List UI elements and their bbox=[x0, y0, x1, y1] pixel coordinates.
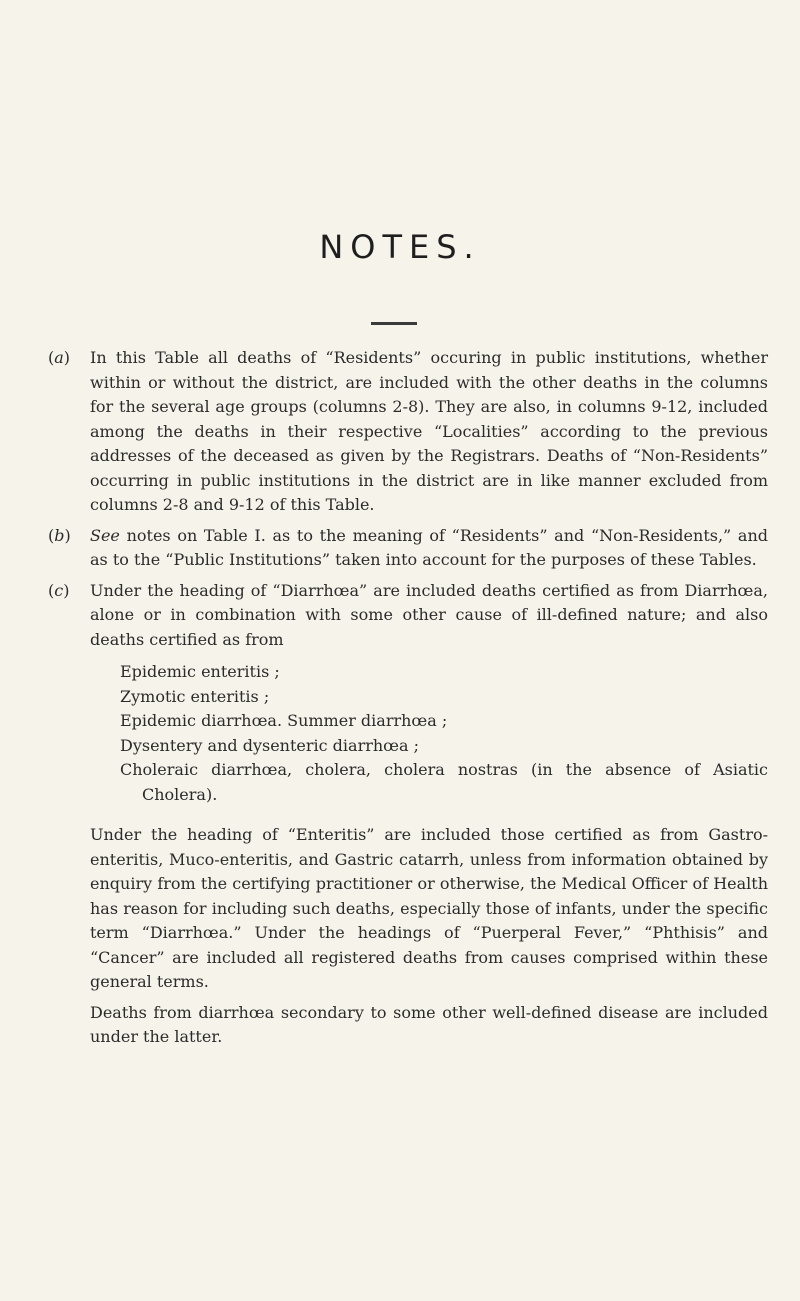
list-item: Choleraic diarrhœa, cholera, cholera nostras (in the absence of Asiatic Cholera). bbox=[120, 760, 768, 804]
note-b-label: (b) bbox=[48, 525, 71, 545]
title-rule bbox=[371, 322, 417, 325]
note-b-text: See notes on Table I. as to the meaning of “Residents” and “Non-Residents,” and as to the “Public Institutions” taken into account for the purposes of these Tables. bbox=[90, 525, 768, 569]
enteritis-paragraph: Under the heading of “Enteritis” are included those certified as from Gastro-enteritis, Muco-enteritis, and Gastric catarrh, unless from information obtained by enquiry from the certifying practitioner or otherwise, the Medical Officer of Health has reason for including such deaths, especially those of infants, under the specific term “Diarrhœa.” Under the headings of “Puerperal Fever,” “Phthisis” and “Cancer” are included all registered deaths from causes comprised within these general terms. bbox=[90, 825, 768, 991]
see-reference: See bbox=[90, 525, 120, 545]
secondary-diarrhoea-paragraph: Deaths from diarrhœa secondary to some other well-defined disease are included under the latter. bbox=[90, 1002, 768, 1046]
notes-body bbox=[48, 346, 768, 1056]
note-a bbox=[48, 346, 768, 518]
note-c-label: (c) bbox=[48, 580, 70, 600]
page-title: NOTES. bbox=[319, 228, 481, 266]
list-item: Dysentery and dysenteric diarrhœa ; bbox=[120, 735, 420, 755]
note-a-label: (a) bbox=[48, 348, 71, 367]
note-b bbox=[48, 524, 768, 573]
disease-list bbox=[120, 660, 768, 807]
list-item: Epidemic enteritis ; bbox=[120, 662, 280, 681]
note-c bbox=[48, 579, 768, 818]
list-item: Zymotic enteritis ; bbox=[120, 686, 270, 706]
note-c-text: Under the heading of “Diarrhœa” are included deaths certified as from Diarrhœa, alone or in combination with some other cause of ill-defined nature; and also deaths certified as from Epidemic enteritis ; Zymotic enteritis ; Epidemic diarrhœa. Summer diarrhœa ; Dysentery and dysenteric diarrhœa ; Choleraic diarrhœa, cholera, cholera nostras (in the absence of Asiatic Cholera). bbox=[90, 579, 768, 818]
note-a-text: In this Table all deaths of “Residents” occuring in public institutions, whether within or without the district, are included with the other deaths in the columns for the several age groups (columns 2-8). They are also, in columns 9-12, included among the deaths in their respective “Localities” according to the previous addresses of the deceased as given by the Registrars. Deaths of “Non-Residents” occurring in public institutions in the district are in like manner excluded from columns 2-8 and 9-12 of this Table. bbox=[90, 348, 768, 514]
list-item: Epidemic diarrhœa. Summer diarrhœa ; bbox=[120, 711, 448, 730]
